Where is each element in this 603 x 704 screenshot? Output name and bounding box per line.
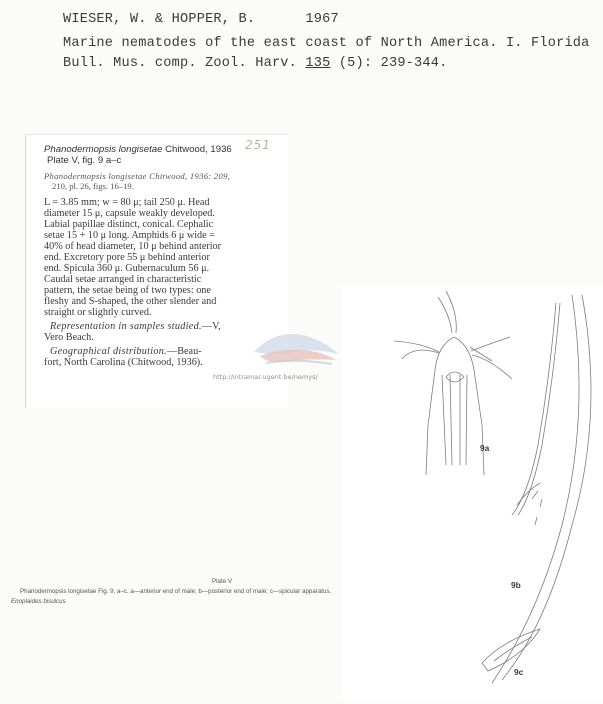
nematode-drawings (342, 285, 603, 700)
reference-journal: Bull. Mus. comp. Zool. Harv. (63, 56, 298, 71)
description-line: fleshy and S-shaped, the other slender and (44, 296, 217, 307)
plate-drawing (342, 285, 603, 700)
handwritten-number: 251 (245, 138, 271, 152)
figure-label-9b: 9b (511, 580, 521, 590)
description-line: end. Spicula 360 μ. Gubernaculum 56 μ. (44, 263, 210, 274)
distribution-value-cont: fort, North Carolina (Chitwood, 1936). (44, 357, 203, 368)
species-name: Phanodermopsis longisetae (44, 144, 163, 155)
plate-caption: Phanodermopsis longisetae Fig. 9, a–c. a—anterior end of male; b—posterior end of male; c—spicular apparatus. (20, 588, 332, 595)
figure-label-9a: 9a (480, 443, 490, 453)
plate-title: Plate V (212, 578, 232, 585)
description-line: 40% of head diameter, 10 μ behind anterior (44, 241, 222, 252)
reference-authors-line (63, 12, 339, 27)
reference-journal-line (63, 56, 447, 71)
description-line: Caudal setae arranged in characteristic (44, 274, 202, 285)
distribution-value: —Beau- (167, 346, 202, 357)
citation-line: 210, pl. 26, figs. 16–19. (52, 181, 134, 191)
reference-title: Marine nematodes of the east coast of North America. I. Florida (63, 36, 590, 51)
samples-label: Representation in samples studied. (50, 321, 202, 332)
watermark-url: http://intramar.ugent.be/nemys/ (213, 373, 318, 381)
nemys-logo-watermark (246, 322, 346, 372)
reference-year: 1967 (305, 12, 339, 27)
species-author: Chitwood, 1936 (165, 144, 232, 155)
reference-volume: 135 (305, 56, 331, 71)
description-line: Labial papillae distinct, conical. Cephalic (44, 219, 214, 230)
description-line: pattern, the setae being of two types: one (44, 285, 211, 296)
description-line: diameter 15 μ, capsule weakly developed. (44, 208, 215, 219)
plate-reference: Plate V, fig. 9 a–c (47, 155, 122, 166)
description-line: setae 15 + 10 μ long. Amphids 6 μ wide = (44, 230, 215, 241)
samples-value: —V, (201, 321, 221, 332)
species-heading (44, 144, 232, 155)
description-line: L = 3.85 mm; w = 80 μ; tail 250 μ. Head (44, 197, 210, 208)
citation-line: Phanodermopsis longisetae Chitwood, 1936: 209, (44, 171, 231, 181)
description-line: straight or slightly curved. (44, 307, 152, 318)
samples-value-cont: Vero Beach. (44, 332, 94, 343)
reference-authors: WIESER, W. & HOPPER, B. (63, 12, 256, 27)
description-line: end. Excretory pore 55 μ behind anterior (44, 252, 210, 263)
distribution-label: Geographical distribution. (50, 346, 168, 357)
figure-label-9c: 9c (514, 667, 524, 677)
neighbor-species-label: Enoplaides bisulcus (11, 598, 66, 605)
reference-pages: (5): 239-344. (338, 56, 448, 71)
